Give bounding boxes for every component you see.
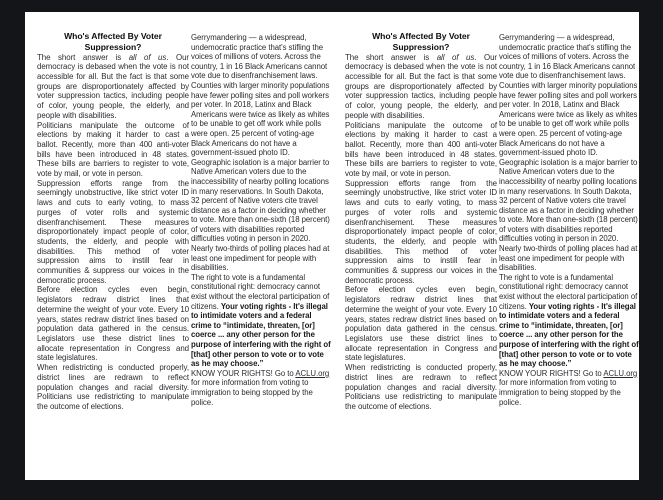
section-title: Who's Affected By Voter Suppression?: [64, 31, 162, 52]
paragraph-text: KNOW YOUR RIGHTS! Go to: [499, 368, 604, 378]
paragraph: [499, 273, 639, 369]
italic-phrase: all of us: [128, 52, 167, 62]
paragraph-text: for more information from voting to immigration to being stopped by the police.: [191, 378, 313, 407]
voting-rights-bold-text: Your voting rights - It's illegal to intimidate voters and a federal crime to “intimidate, threaten, [or] coerce ... any other person for the purpose of interfering with the right of [that] other person to vote or to vote as he may choose.”: [499, 301, 639, 369]
paragraph: Before election cycles even begin, legislators redraw district lines that determine the weight of your vote. Every 10 years, states redraw district lines based on population data gathered in the census. Legislators use these district lines to allocate representation in Congress and state legislatures.: [37, 285, 189, 363]
column-who-affected-left: [37, 31, 189, 412]
column-gerrymandering-right: [499, 33, 639, 407]
paragraph: [345, 53, 497, 121]
paragraph: When redistricting is conducted properly, district lines are redrawn to reflect population changes and racial diversity. Politicians use redistricting to manipulate the outcome of elections.: [37, 363, 189, 411]
paragraph-text: for more information from voting to immigration to being stopped by the police.: [499, 378, 621, 407]
paragraph: When redistricting is conducted properly, district lines are redrawn to reflect population changes and racial diversity. Politicians use redistricting to manipulate the outcome of elections.: [345, 363, 497, 411]
paragraph: Politicians manipulate the outcome of elections by making it harder to cast a ballot. Recently, more than 400 anti-voter bills have been introduced in 48 states. These bills are barriers to register to vote, vote by mail, or vote in person.: [345, 120, 497, 179]
flyer-page: [25, 12, 639, 480]
paragraph: Nearly two-thirds of polling places had at least one impediment for people with disabilities.: [499, 244, 638, 273]
paragraph-text: . Our democracy is debased when the vote is not accessible for all. But the fact is that some groups are disproportionately affected by voter suppression tactics, including people of color, young people, the elderly, and people with disabilities.: [37, 52, 190, 120]
paragraph: Politicians manipulate the outcome of elections by making it harder to cast a ballot. Recently, more than 400 anti-voter bills have been introduced in 48 states. These bills are barriers to register to vote, vote by mail, or vote in person.: [37, 120, 189, 179]
paragraph: Nearly two-thirds of polling places had at least one impediment for people with disabilities.: [191, 244, 330, 273]
paragraph: Suppression efforts range from the seemingly unobstructive, like strict voter ID laws and cuts to early voting, to mass purges of voter rolls and systemic disenfranchisement. These measures disproportionately impact people of color, students, the elderly, and people with disabilities. This method of voter suppression aims to instill fear in communities & suppress our voices in the democratic process.: [345, 178, 497, 285]
italic-phrase: all of us: [436, 52, 475, 62]
aclu-link[interactable]: ACLU.org: [603, 368, 638, 378]
paragraph: Suppression efforts range from the seemingly unobstructive, like strict voter ID laws and cuts to early voting, to mass purges of voter rolls and systemic disenfranchisement. These measures disproportionately impact people of color, students, the elderly, and people with disabilities. This method of voter suppression aims to instill fear in communities & suppress our voices in the democratic process.: [37, 178, 189, 285]
know-your-rights: [499, 369, 639, 407]
paragraph-text: The right to vote is a fundamental constitutional right: democracy cannot exist without the electoral participation of citizens.: [191, 272, 330, 311]
voting-rights-bold-text: Your voting rights - It's illegal to intimidate voters and a federal crime to “intimidate, threaten, [or] coerce ... any other person for the purpose of interfering with the right of [that] other person to vote or to vote as he may choose.”: [191, 301, 331, 369]
section-title: Who's Affected By Voter Suppression?: [372, 31, 470, 52]
paragraph-text: The short answer is: [345, 52, 437, 62]
paragraph: [37, 53, 189, 121]
paragraph: [191, 273, 331, 369]
know-your-rights: [191, 369, 331, 407]
column-gerrymandering-left: [191, 33, 331, 407]
paragraph: Gerrymandering — a widespread, undemocratic practice that's stifling the voices of millions of voters. Across the country, 1 in 16 Black Americans cannot vote due to disenfranchisement laws. Counties with larger minority populations have fewer polling sites and poll workers per voter. In 2018, Latinx and Black Americans were twice as likely as whites to be unable to get off work while polls were open. 25 percent of voting-age Black Americans do not have a government-issued photo ID. Geographic isolation is a major barrier to Native American voters due to the inaccessibility of nearby polling locations in many reservations. In South Dakota, 32 percent of Native voters cite travel distance as a factor in deciding whether to vote. More than one-sixth (18 percent) of voters with disabilities reported difficulties voting in person in 2020.: [191, 33, 330, 244]
paragraph-text: KNOW YOUR RIGHTS! Go to: [191, 368, 296, 378]
paragraph: Gerrymandering — a widespread, undemocratic practice that's stifling the voices of millions of voters. Across the country, 1 in 16 Black Americans cannot vote due to disenfranchisement laws. Counties with larger minority populations have fewer polling sites and poll workers per voter. In 2018, Latinx and Black Americans were twice as likely as whites to be unable to get off work while polls were open. 25 percent of voting-age Black Americans do not have a government-issued photo ID. Geographic isolation is a major barrier to Native American voters due to the inaccessibility of nearby polling locations in many reservations. In South Dakota, 32 percent of Native voters cite travel distance as a factor in deciding whether to vote. More than one-sixth (18 percent) of voters with disabilities reported difficulties voting in person in 2020.: [499, 33, 638, 244]
aclu-link[interactable]: ACLU.org: [295, 368, 330, 378]
paragraph-text: . Our democracy is debased when the vote is not accessible for all. But the fact is that some groups are disproportionately affected by voter suppression tactics, including people of color, young people, the elderly, and people with disabilities.: [345, 52, 498, 120]
column-who-affected-right: [345, 31, 497, 412]
paragraph-text: The short answer is: [37, 52, 129, 62]
paragraph: Before election cycles even begin, legislators redraw district lines that determine the weight of your vote. Every 10 years, states redraw district lines based on population data gathered in the census. Legislators use these district lines to allocate representation in Congress and state legislatures.: [345, 285, 497, 363]
paragraph-text: The right to vote is a fundamental constitutional right: democracy cannot exist without the electoral participation of citizens.: [499, 272, 638, 311]
